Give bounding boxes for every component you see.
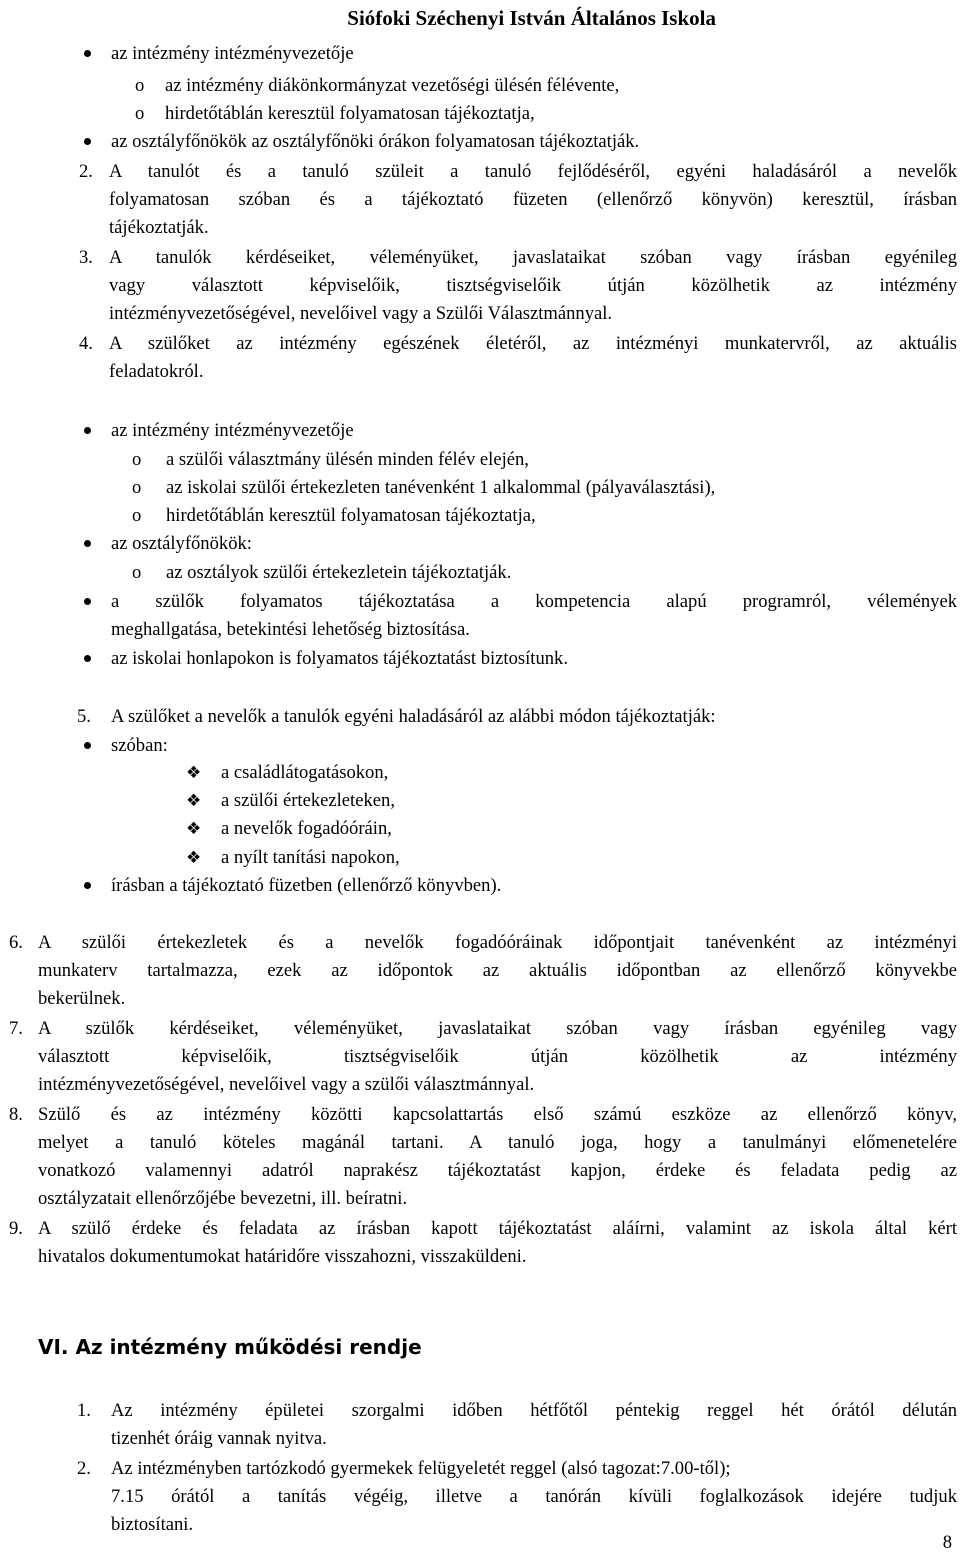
bullet-icon (84, 882, 91, 889)
paragraph-line: Az intézmény épületei szorgalmi időben hétfőtől péntekig reggel hét órától délután (111, 1400, 957, 1421)
paragraph-line: munkaterv tartalmazza, ezek az időpontok az aktuális időpontban az ellenőrző könyvekbe (38, 960, 957, 981)
item-number: 2. (77, 1458, 91, 1479)
paragraph-line: A szülői értekezletek és a nevelők fogadóóráinak időpontjait tanévenként az intézményi (38, 932, 957, 953)
item-number: 8. (9, 1104, 23, 1125)
paragraph-line: A szülők kérdéseiket, véleményüket, javaslataikat szóban vagy írásban egyénileg vagy (38, 1018, 957, 1039)
item-number: 5. (77, 706, 91, 727)
list-item: az osztályfőnökök: (111, 533, 252, 554)
bullet-icon (84, 138, 91, 145)
list-item: a szülői választmány ülésén minden félév elején, (166, 449, 529, 470)
list-item: az iskolai honlapokon is folyamatos tájékoztatást biztosítunk. (111, 648, 568, 669)
list-item: az osztályfőnökök az osztályfőnöki órákon folyamatosan tájékoztatják. (111, 131, 640, 152)
item-number: 2. (79, 161, 93, 182)
circle-bullet-icon: o (132, 562, 142, 583)
list-item: hirdetőtáblán keresztül folyamatosan tájékoztatja, (166, 505, 536, 526)
list-item: az intézmény intézményvezetője (111, 420, 354, 441)
paragraph-line: Szülő és az intézmény közötti kapcsolattartás első számú eszköze az ellenőrző könyv, (38, 1104, 957, 1125)
item-number: 1. (77, 1400, 91, 1421)
paragraph-line: bekerülnek. (38, 988, 126, 1009)
list-item: hirdetőtáblán keresztül folyamatosan tájékoztatja, (165, 103, 535, 124)
list-item: az osztályok szülői értekezletein tájékoztatják. (166, 562, 512, 583)
bullet-icon (84, 50, 91, 57)
diamond-bullet-icon: ❖ (186, 819, 202, 839)
paragraph-line: folyamatosan szóban és a tájékoztató füzeten (ellenőrző könyvön) keresztül, írásban (109, 189, 957, 210)
bullet-icon (84, 427, 91, 434)
bullet-icon (84, 655, 91, 662)
paragraph-line: vonatkozó valamennyi adatról naprakész tájékoztatást kapjon, érdeke és feladata pedig az (38, 1160, 957, 1181)
item-number: 9. (9, 1218, 23, 1239)
list-item: írásban a tájékoztató füzetben (ellenőrző könyvben). (111, 875, 502, 896)
diamond-bullet-icon: ❖ (186, 791, 202, 811)
list-item: meghallgatása, betekintési lehetőség biztosítása. (111, 619, 470, 640)
circle-bullet-icon: o (135, 103, 145, 124)
paragraph-line: 7.15 órától a tanítás végéig, illetve a tanórán kívüli foglalkozások idejére tudjuk (111, 1486, 957, 1507)
paragraph-line: A szülőket az intézmény egészének életéről, az intézményi munkatervről, az aktuális (109, 333, 957, 354)
list-item: szóban: (111, 735, 168, 756)
list-item: az iskolai szülői értekezleten tanévenként 1 alkalommal (pályaválasztási), (166, 477, 716, 498)
list-item: a családlátogatásokon, (221, 762, 389, 783)
page-number: 8 (942, 1532, 952, 1553)
section-heading: VI. Az intézmény működési rendje (38, 1335, 422, 1359)
paragraph-line: osztályzatait ellenőrzőjébe bevezetni, ill. beíratni. (38, 1188, 408, 1209)
diamond-bullet-icon: ❖ (186, 848, 202, 868)
paragraph-line: A szülőket a nevelők a tanulók egyéni haladásáról az alábbi módon tájékoztatják: (111, 706, 716, 727)
paragraph-line: intézményvezetőségével, nevelőivel vagy a szülői választmánnyal. (38, 1074, 535, 1095)
item-number: 7. (9, 1018, 23, 1039)
bullet-icon (84, 540, 91, 547)
circle-bullet-icon: o (132, 505, 142, 526)
item-number: 3. (79, 247, 93, 268)
list-item: az intézmény intézményvezetője (111, 43, 354, 64)
list-item: a szülői értekezleteken, (221, 790, 395, 811)
diamond-bullet-icon: ❖ (186, 763, 202, 783)
paragraph-line: A szülő érdeke és feladata az írásban kapott tájékoztatást aláírni, valamint az iskola által kért (38, 1218, 957, 1239)
paragraph-line: Az intézményben tartózkodó gyermekek felügyeletét reggel (alsó tagozat:7.00-től); (111, 1458, 731, 1479)
bullet-icon (84, 598, 91, 605)
paragraph-line: intézményvezetőségével, nevelőivel vagy a Szülői Választmánnyal. (109, 303, 613, 324)
circle-bullet-icon: o (132, 449, 142, 470)
bullet-icon (84, 742, 91, 749)
paragraph-line: tájékoztatják. (109, 217, 209, 238)
circle-bullet-icon: o (132, 477, 142, 498)
item-number: 4. (79, 333, 93, 354)
paragraph-line: feladatokról. (109, 361, 204, 382)
list-item: a szülők folyamatos tájékoztatása a kompetencia alapú programról, vélemények (111, 591, 957, 612)
paragraph-line: vagy választott képviselőik, tisztségviselőik útján közölhetik az intézmény (109, 275, 957, 296)
paragraph-line: hivatalos dokumentumokat határidőre visszahozni, visszaküldeni. (38, 1246, 527, 1267)
paragraph-line: választott képviselőik, tisztségviselőik útján közölhetik az intézmény (38, 1046, 957, 1067)
circle-bullet-icon: o (135, 75, 145, 96)
paragraph-line: melyet a tanuló köteles magánál tartani. A tanuló joga, hogy a tanulmányi előmenetelére (38, 1132, 957, 1153)
paragraph-line: A tanulók kérdéseiket, véleményüket, javaslataikat szóban vagy írásban egyénileg (109, 247, 957, 268)
page-header: Siófoki Széchenyi István Általános Iskola (347, 6, 716, 30)
paragraph-line: tizenhét óráig vannak nyitva. (111, 1428, 327, 1449)
list-item: a nyílt tanítási napokon, (221, 847, 400, 868)
list-item: a nevelők fogadóóráin, (221, 818, 392, 839)
paragraph-line: A tanulót és a tanuló szüleit a tanuló fejlődéséről, egyéni haladásáról a nevelők (109, 161, 957, 182)
paragraph-line: biztosítani. (111, 1514, 194, 1535)
item-number: 6. (9, 932, 23, 953)
list-item: az intézmény diákönkormányzat vezetőségi ülésén félévente, (165, 75, 620, 96)
